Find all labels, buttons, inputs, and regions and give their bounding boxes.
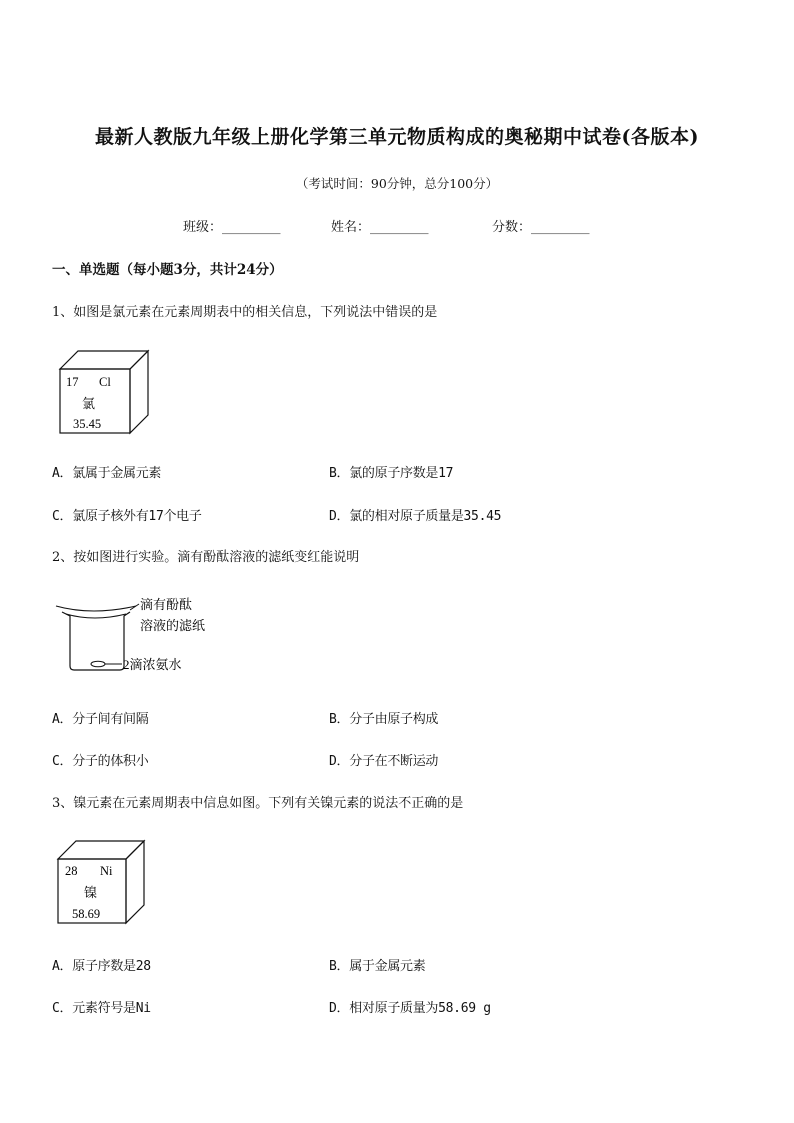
atomic-mass: 35.45 xyxy=(73,417,102,431)
q2-option-c[interactable]: C．分子的体积小 xyxy=(52,754,149,769)
score-field[interactable]: 分数：_________ xyxy=(492,220,590,235)
question-3-stem: 3、镍元素在元素周期表中信息如图。下列有关镍元素的说法不正确的是 xyxy=(52,796,464,811)
q1-option-a[interactable]: A．氯属于金属元素 xyxy=(52,466,162,481)
label-ammonia: 2滴浓氨水 xyxy=(123,657,182,672)
q2-option-b[interactable]: B．分子由原子构成 xyxy=(329,712,439,727)
atomic-number: 28 xyxy=(65,864,78,878)
element-name: 氯 xyxy=(82,396,96,411)
q3-option-c[interactable]: C．元素符号是Ni xyxy=(52,1001,151,1016)
q2-option-d[interactable]: D．分子在不断运动 xyxy=(329,754,439,769)
q1-option-d[interactable]: D．氯的相对原子质量是35.45 xyxy=(329,509,502,524)
element-cell-nickel xyxy=(56,839,148,927)
atomic-mass: 58.69 xyxy=(72,907,101,921)
name-field[interactable]: 姓名：_________ xyxy=(331,220,429,235)
label-filter-paper-2: 溶液的滤纸 xyxy=(140,618,206,633)
q2-option-a[interactable]: A．分子间有间隔 xyxy=(52,712,149,727)
element-symbol: Cl xyxy=(99,375,111,389)
element-cell-chlorine xyxy=(58,349,152,437)
exam-info: （考试时间：90分钟，总分100分） xyxy=(295,176,499,191)
question-1-stem: 1、如图是氯元素在元素周期表中的相关信息，下列说法中错误的是 xyxy=(52,305,438,320)
page-title: 最新人教版九年级上册化学第三单元物质构成的奥秘期中试卷(各版本) xyxy=(95,126,699,148)
q3-option-b[interactable]: B．属于金属元素 xyxy=(329,959,426,974)
label-filter-paper-1: 滴有酚酞 xyxy=(140,597,193,612)
q1-option-c[interactable]: C．氯原子核外有17个电子 xyxy=(52,509,202,524)
section-heading: 一、单选题（每小题3分，共计24分） xyxy=(52,262,283,278)
atomic-number: 17 xyxy=(66,375,79,389)
element-symbol: Ni xyxy=(100,864,113,878)
question-2-stem: 2、按如图进行实验。滴有酚酞溶液的滤纸变红能说明 xyxy=(52,550,360,565)
q3-option-d[interactable]: D．相对原子质量为58.69 g xyxy=(329,1001,491,1016)
beaker-experiment-diagram xyxy=(52,594,222,680)
q1-option-b[interactable]: B．氯的原子序数是17 xyxy=(329,466,454,481)
class-field[interactable]: 班级：_________ xyxy=(183,220,281,235)
element-name: 镍 xyxy=(84,885,98,900)
q3-option-a[interactable]: A．原子序数是28 xyxy=(52,959,151,974)
